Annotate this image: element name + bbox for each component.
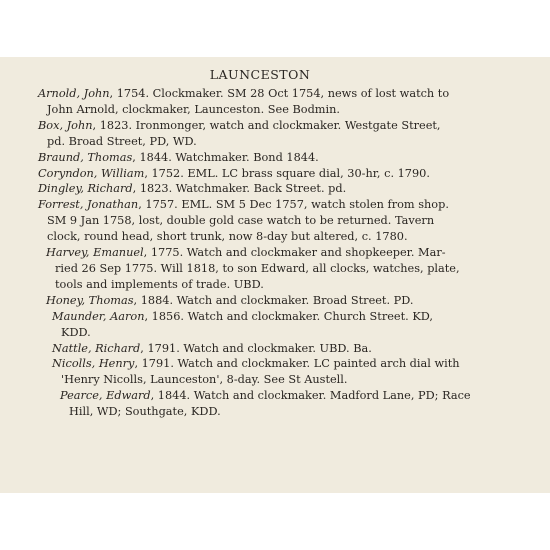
- entry: [52, 356, 538, 388]
- entry: [38, 197, 538, 245]
- entry-text: , 1844. Watchmaker. Bond 1844.: [132, 150, 319, 164]
- entry: [52, 341, 538, 357]
- entry: [60, 388, 538, 420]
- entry-continuation: SM 9 Jan 1758, lost, double gold case watch to be returned. Tavern: [47, 214, 435, 228]
- entry: [38, 166, 538, 182]
- entry-name: Pearce, Edward: [60, 389, 151, 403]
- entry: [38, 181, 538, 197]
- entry-text: , 1791. Watch and clockmaker. LC painted arch dial with: [134, 357, 460, 371]
- entry: [46, 245, 538, 293]
- entry-name: Dingley, Richard: [38, 182, 133, 196]
- entry-list: [38, 86, 538, 420]
- entry: [46, 293, 538, 309]
- entry-continuation: clock, round head, short trunk, now 8-day but altered, c. 1780.: [47, 230, 408, 244]
- page-heading: LAUNCESTON: [209, 67, 311, 82]
- entry-name: Nattle, Richard: [52, 341, 141, 355]
- entry-continuation: KDD.: [61, 325, 91, 339]
- entry-name: Honey, Thomas: [46, 293, 134, 307]
- entry-name: Braund, Thomas: [38, 150, 133, 164]
- entry-name: Arnold, John: [38, 87, 110, 100]
- entry-name: Coryndon, William: [38, 166, 145, 180]
- entry-text: , 1856. Watch and clockmaker. Church Street. KD,: [144, 309, 434, 323]
- entry-name: Nicolls, Henry: [52, 357, 135, 371]
- entry-continuation: 'Henry Nicolls, Launceston', 8-day. See St Austell.: [61, 373, 348, 387]
- entry-text: , 1791. Watch and clockmaker. UBD. Ba.: [140, 341, 372, 355]
- entry-continuation: ried 26 Sep 1775. Will 1818, to son Edward, all clocks, watches, plate,: [55, 261, 460, 275]
- entry-continuation: tools and implements of trade. UBD.: [55, 277, 264, 291]
- entry-continuation: John Arnold, clockmaker, Launceston. See Bodmin.: [47, 102, 340, 116]
- entry-continuation: Hill, WD; Southgate, KDD.: [69, 405, 221, 419]
- entry: [38, 118, 538, 150]
- entry-text: , 1752. EML. LC brass square dial, 30-hr, c. 1790.: [144, 166, 430, 180]
- entry-text: , 1884. Watch and clockmaker. Broad Street. PD.: [133, 293, 414, 307]
- entry-text: , 1754. Clockmaker. SM 28 Oct 1754, news of lost watch to: [109, 87, 450, 100]
- entry-name: Maunder, Aaron: [52, 309, 145, 323]
- entry: [52, 309, 538, 341]
- entry-text: , 1823. Ironmonger, watch and clockmaker. Westgate Street,: [92, 118, 441, 132]
- entry-text: , 1844. Watch and clockmaker. Madford Lane, PD; Race: [150, 389, 471, 403]
- entry: [38, 150, 538, 166]
- entry-name: Forrest, Jonathan: [38, 198, 139, 212]
- book-page: [0, 57, 550, 493]
- entry-text: , 1757. EML. SM 5 Dec 1757, watch stolen from shop.: [138, 198, 449, 212]
- entry-continuation: pd. Broad Street, PD, WD.: [47, 134, 197, 148]
- entry-name: Harvey, Emanuel: [46, 246, 144, 260]
- entry-text: , 1775. Watch and clockmaker and shopkeeper. Mar-: [143, 246, 446, 260]
- entry-name: Box, John: [38, 118, 93, 132]
- entry: [38, 86, 538, 118]
- page-content: [38, 66, 538, 420]
- entry-text: , 1823. Watchmaker. Back Street. pd.: [132, 182, 347, 196]
